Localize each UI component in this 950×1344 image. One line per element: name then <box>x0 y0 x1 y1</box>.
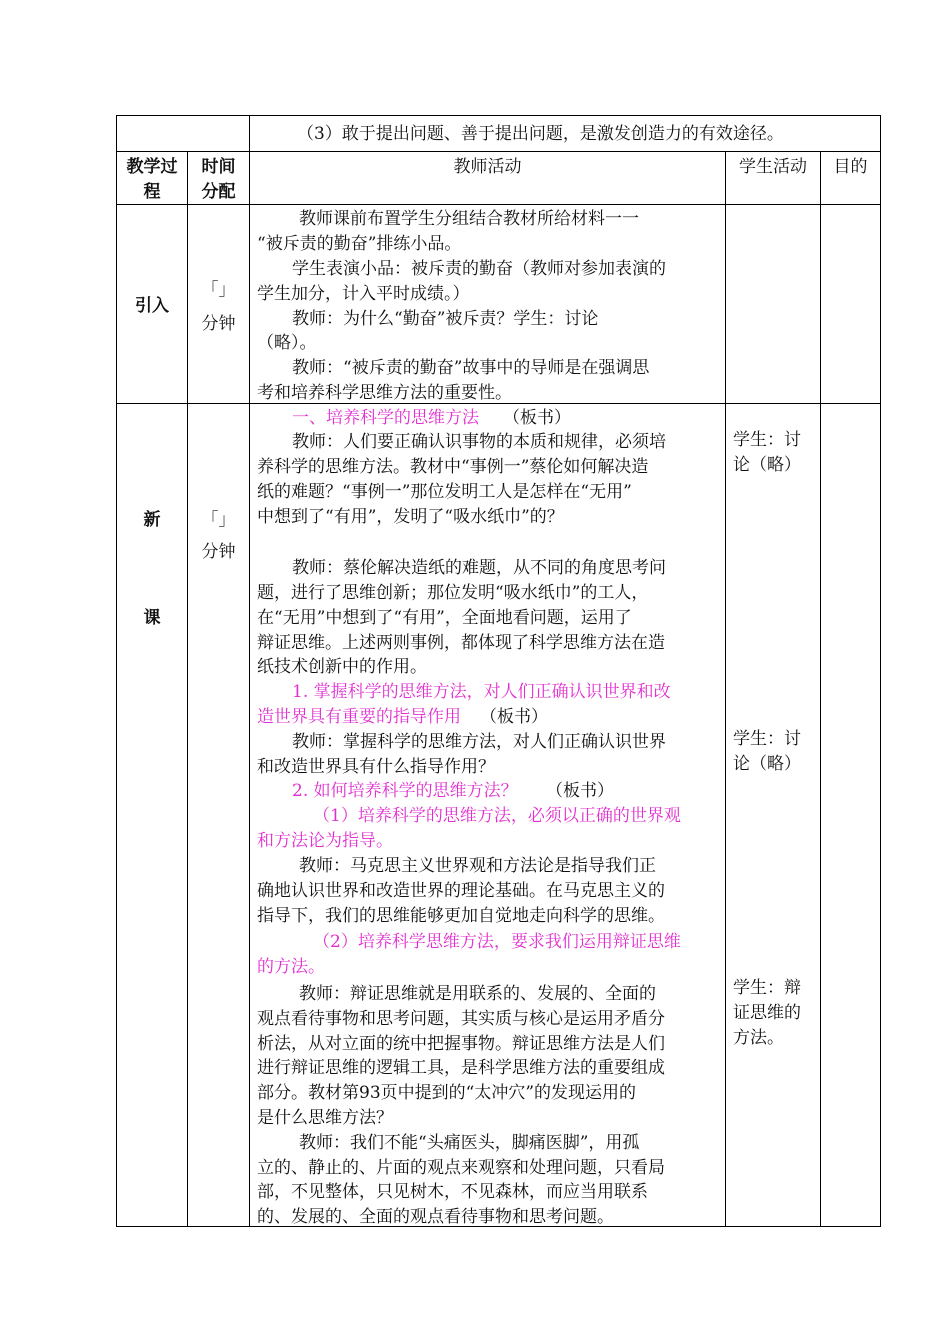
student-note-3-line1: 学生：辩 <box>733 978 801 998</box>
lesson-line: 纸的难题？“事例一”那位发明工人是怎样在“无用” <box>257 482 632 502</box>
lesson-line: 辩证思维。上述两则事例，都体现了科学思维方法在造 <box>257 633 665 653</box>
table-border-top <box>116 115 881 116</box>
student-note-3-line3: 方法。 <box>733 1028 784 1048</box>
intro-line: “被斥责的勤奋”排练小品。 <box>257 234 462 254</box>
table-line-header-bottom <box>116 204 881 205</box>
top-row-text: （3）敢于提出问题、善于提出问题，是激发创造力的有效途径。 <box>297 124 784 144</box>
lesson-line: 纸技术创新中的作用。 <box>257 657 427 677</box>
table-col-divider-student <box>725 151 726 1227</box>
table-col-divider-teacher <box>249 115 250 1227</box>
student-note-2-line1: 学生：讨 <box>733 729 801 749</box>
header-student-activity: 学生活动 <box>739 157 807 177</box>
lesson-line: 教师：马克思主义世界观和方法论是指导我们正 <box>299 856 656 876</box>
lesson-line: 观点看待事物和思考问题，其实质与核心是运用矛盾分 <box>257 1009 665 1029</box>
lesson-line: 是什么思维方法？ <box>257 1108 393 1128</box>
board-heading-4: （1）培养科学的思维方法，必须以正确的世界观 <box>313 806 681 826</box>
new-lesson-stage-label-2: 课 <box>143 608 161 628</box>
board-heading-2: 1. 掌握科学的思维方法，对人们正确认识世界和改 <box>292 682 671 702</box>
table-border-right <box>880 115 881 1227</box>
intro-line: 考和培养科学思维方法的重要性。 <box>257 383 512 403</box>
new-lesson-time-unit: 分钟 <box>201 542 236 562</box>
intro-time-unit: 分钟 <box>201 314 236 334</box>
lesson-line: 部，不见整体，只见树木，不见森林，而应当用联系 <box>257 1182 648 1202</box>
lesson-line: 教师：掌握科学的思维方法，对人们正确认识世界 <box>292 732 666 752</box>
intro-line: 学生加分，计入平时成绩。） <box>257 284 470 304</box>
lesson-line: 养科学的思维方法。教材中“事例一”蔡伦如何解决造 <box>257 457 649 477</box>
intro-line: 教师：“被斥责的勤奋”故事中的导师是在强调思 <box>292 358 650 378</box>
intro-line: （略）。 <box>257 333 317 353</box>
lesson-line: 教师：辩证思维就是用联系的、发展的、全面的 <box>299 984 656 1004</box>
lesson-line: 教师：蔡伦解决造纸的难题，从不同的角度思考问 <box>292 558 666 578</box>
table-border-left <box>116 115 117 1227</box>
board-heading-4-cont: 和方法论为指导。 <box>257 831 393 851</box>
intro-line: 学生表演小品：被斥责的勤奋（教师对参加表演的 <box>292 259 666 279</box>
lesson-line: 中想到了“有用”，发明了“吸水纸巾”的？ <box>257 507 564 527</box>
header-process-line1: 教学过 <box>126 157 178 177</box>
table-line-header-top <box>116 151 881 152</box>
board-heading-1: 一、培养科学的思维方法 <box>292 408 479 428</box>
student-note-2-line2: 论（略） <box>733 754 801 774</box>
board-heading-2-cont: 造世界具有重要的指导作用 <box>257 707 461 727</box>
header-time-line1: 时间 <box>201 157 236 177</box>
header-teacher-activity: 教师活动 <box>453 157 522 177</box>
student-note-1-line1: 学生：讨 <box>733 430 801 450</box>
header-process-line2: 程 <box>143 182 161 202</box>
new-lesson-stage-label-1: 新 <box>143 510 161 530</box>
lesson-line: 的、发展的、全面的观点看待事物和思考问题。 <box>257 1207 614 1227</box>
board-heading-3: 2. 如何培养科学的思维方法？ <box>292 781 518 801</box>
board-heading-5-cont: 的方法。 <box>257 957 325 977</box>
lesson-line: 在“无用”中想到了“有用”，全面地看问题，运用了 <box>257 608 632 628</box>
student-note-1-line2: 论（略） <box>733 455 801 475</box>
board-note: （板书） <box>546 781 614 801</box>
intro-time-mark: 「」 <box>201 280 236 300</box>
student-note-3-line2: 证思维的 <box>733 1003 801 1023</box>
lesson-line: 和改造世界具有什么指导作用？ <box>257 757 495 777</box>
board-heading-5: （2）培养科学思维方法，要求我们运用辩证思维 <box>313 932 681 952</box>
table-col-divider-purpose <box>820 151 821 1227</box>
lesson-line: 析法，从对立面的统中把握事物。辩证思维方法是人们 <box>257 1034 665 1054</box>
board-note: （板书） <box>503 408 571 428</box>
header-time-line2: 分配 <box>201 182 236 202</box>
lesson-line: 立的、静止的、片面的观点来观察和处理问题，只看局 <box>257 1158 665 1178</box>
board-note: （板书） <box>480 707 548 727</box>
lesson-line: 教师：人们要正确认识事物的本质和规律，必须培 <box>292 432 666 452</box>
lesson-line: 进行辩证思维的逻辑工具，是科学思维方法的重要组成 <box>257 1058 665 1078</box>
intro-stage-label: 引入 <box>135 296 169 316</box>
lesson-line: 教师：我们不能“头痛医头，脚痛医脚”，用孤 <box>299 1133 640 1153</box>
intro-line: 教师课前布置学生分组结合教材所给材料一一 <box>299 209 639 229</box>
lesson-line: 题，进行了思维创新；那位发明“吸水纸巾”的工人， <box>257 583 649 603</box>
intro-line: 教师：为什么“勤奋”被斥责？学生：讨论 <box>292 309 599 329</box>
new-lesson-time-mark: 「」 <box>201 510 236 530</box>
lesson-line: 指导下，我们的思维能够更加自觉地走向科学的思维。 <box>257 906 665 926</box>
header-purpose: 目的 <box>833 157 868 177</box>
lesson-line: 部分。教材第93页中提到的“太冲穴”的发现运用的 <box>257 1083 637 1103</box>
lesson-line: 确地认识世界和改造世界的理论基础。在马克思主义的 <box>257 881 665 901</box>
